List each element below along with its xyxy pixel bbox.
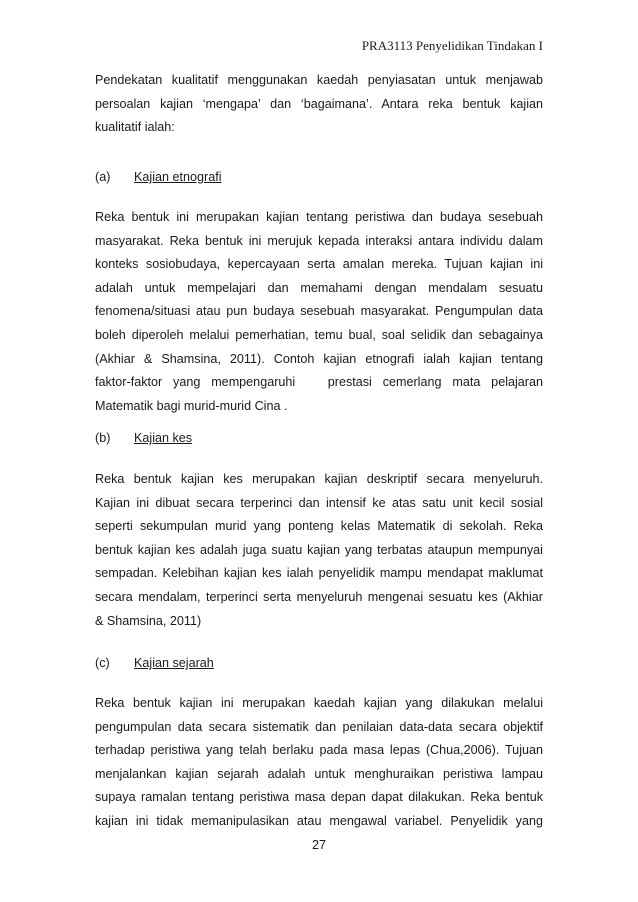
section-title: Kajian sejarah [134,656,214,670]
paragraph-line: (Akhiar & Shamsina, 2011). Contoh kajian etnografi ialah kajian tentang [95,351,543,366]
paragraph-line: bentuk kajian kes adalah juga suatu kajian yang terbatas ataupun mempunyai [95,542,543,557]
paragraph-kajian-sejarah [95,692,543,834]
paragraph-line: Reka bentuk kajian kes merupakan kajian deskriptif secara menyeluruh. [95,472,543,486]
paragraph-kajian-kes [95,468,543,633]
paragraph-line: fenomena/situasi atau pun budaya sesebuah masyarakat. Pengumpulan data [95,304,543,319]
running-header: PRA3113 Penyelidikan Tindakan I [361,38,543,53]
paragraph-line: kajian ini tidak memanipulasikan atau mengawal variabel. Penyelidik yang [95,813,543,828]
section-number: (a) [95,170,111,184]
paragraph-line: faktor-faktor yang mempengaruhi prestasi cemerlang mata pelajaran [95,375,543,390]
paragraph-line: supaya ramalan tentang peristiwa masa depan dapat dilakukan. Reka bentuk [95,790,543,805]
intro-line: persoalan kajian ‘mengapa’ dan ‘bagaimana’. Antara reka bentuk kajian [95,96,543,111]
paragraph-line: Matematik bagi murid-murid Cina . [95,398,288,413]
paragraph-line: seperti sekumpulan murid yang ponteng kelas Matematik di sekolah. Reka [95,519,543,534]
intro-line: kualitatif ialah: [95,120,175,135]
paragraph-line: boleh diperoleh melalui pemerhatian, temu bual, soal selidik dan sebagainya [95,327,543,342]
paragraph-line: Kajian ini dibuat secara terperinci dan intensif ke atas satu unit kecil sosial [95,495,543,510]
section-heading-etnografi [95,167,222,187]
paragraph-line: menjalankan kajian sejarah adalah untuk menghuraikan peristiwa lampau [95,766,543,781]
paragraph-line: pengumpulan data secara sistematik dan penilaian data-data secara objektif [95,719,543,734]
intro-paragraph [95,69,543,140]
section-title: Kajian etnografi [134,170,222,184]
section-number: (c) [95,656,110,670]
paragraph-line: sempadan. Kelebihan kajian kes ialah penyelidik mampu mendapat maklumat [95,566,543,581]
paragraph-line: & Shamsina, 2011) [95,613,202,628]
paragraph-etnografi [95,206,543,418]
intro-line: Pendekatan kualitatif menggunakan kaedah penyiasatan untuk menjawab [95,73,543,87]
paragraph-line: adalah untuk mempelajari dan memahami dengan mendalam sesuatu [95,280,543,295]
section-number: (b) [95,431,111,445]
section-heading-kajian-kes [95,428,192,448]
paragraph-line: konteks sosiobudaya, kepercayaan serta amalan mereka. Tujuan kajian ini [95,257,543,272]
page-number: 27 [311,838,326,852]
paragraph-line: Reka bentuk ini merupakan kajian tentang peristiwa dan budaya sesebuah [95,210,543,224]
section-heading-kajian-sejarah [95,653,214,673]
section-title: Kajian kes [134,431,193,445]
paragraph-line: Reka bentuk kajian ini merupakan kaedah kajian yang dilakukan melalui [95,696,543,710]
paragraph-line: secara mendalam, terperinci serta menyeluruh mengenai sesuatu kes (Akhiar [95,589,543,604]
paragraph-line: masyarakat. Reka bentuk ini merujuk kepada interaksi antara individu dalam [95,233,543,248]
paragraph-line: terhadap peristiwa yang telah berlaku pada masa lepas (Chua,2006). Tujuan [95,743,543,758]
